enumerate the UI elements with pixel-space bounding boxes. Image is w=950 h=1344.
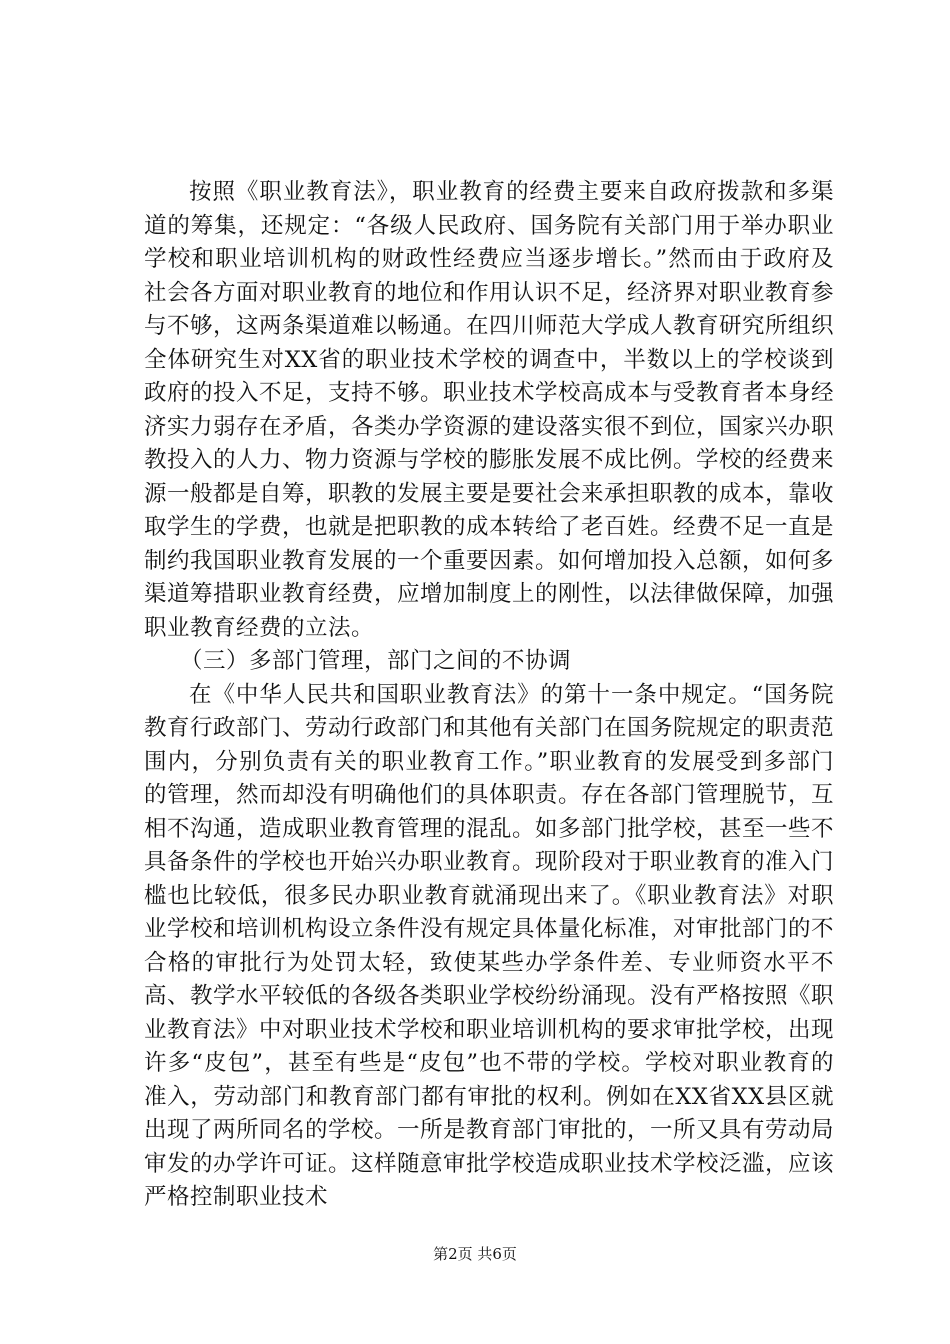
paragraph-funding: 按照《职业教育法》，职业教育的经费主要来自政府拨款和多渠道的筹集，还规定：“各级人民政府、国务院有关部门用于举办职业学校和职业培训机构的财政性经费应当逐步增长。”然而由于政府及社会各方面对职业教育的地位和作用认识不足，经济界对职业教育参与不够，这两条渠道难以畅通。在四川师范大学成人教育研究所组织全体研究生对XX省的职业技术学校的调查中，半数以上的学校谈到政府的投入不足，支持不够。职业技术学校高成本与受教育者本身经济实力弱存在矛盾，各类办学资源的建设落实很不到位，国家兴办职教投入的人力、物力资源与学校的膨胀发展不成比例。学校的经费来源一般都是自筹，职教的发展主要是要社会来承担职教的成本，靠收取学生的学费，也就是把职教的成本转给了老百姓。经费不足一直是制约我国职业教育发展的一个重要因素。如何增加投入总额，如何多渠道筹措职业教育经费，应增加制度上的刚性，以法律做保障，加强职业教育经费的立法。	[144, 179, 835, 641]
page-number-footer: 第2页 共6页	[433, 1245, 517, 1263]
paragraph-multi-department: 在《中华人民共和国职业教育法》的第十一条中规定。“国务院教育行政部门、劳动行政部门和其他有关部门在国务院规定的职责范围内，分别负责有关的职业教育工作。”职业教育的发展受到多部门的管理，然而却没有明确他们的具体职责。存在各部门管理脱节，互相不沟通，造成职业教育管理的混乱。如多部门批学校，甚至一些不具备条件的学校也开始兴办职业教育。现阶段对于职业教育的准入门槛也比较低，很多民办职业教育就涌现出来了。《职业教育法》对职业学校和培训机构设立条件没有规定具体量化标准，对审批部门的不合格的审批行为处罚太轻，致使某些办学条件差、专业师资水平不高、教学水平较低的各级各类职业学校纷纷涌现。没有严格按照《职业教育法》中对职业技术学校和职业培训机构的要求审批学校，出现许多“皮包”，甚至有些是“皮包”也不带的学校。学校对职业教育的准入，劳动部门和教育部门都有审批的权利。例如在XX省XX县区就出现了两所同名的学校。一所是教育部门审批的，一所又具有劳动局审发的办学许可证。这样随意审批学校造成职业技术学校泛滥，应该严格控制职业技术	[144, 681, 835, 1210]
document-body	[144, 176, 834, 1215]
section-heading-multi-department: （三）多部门管理，部门之间的不协调	[180, 648, 572, 674]
